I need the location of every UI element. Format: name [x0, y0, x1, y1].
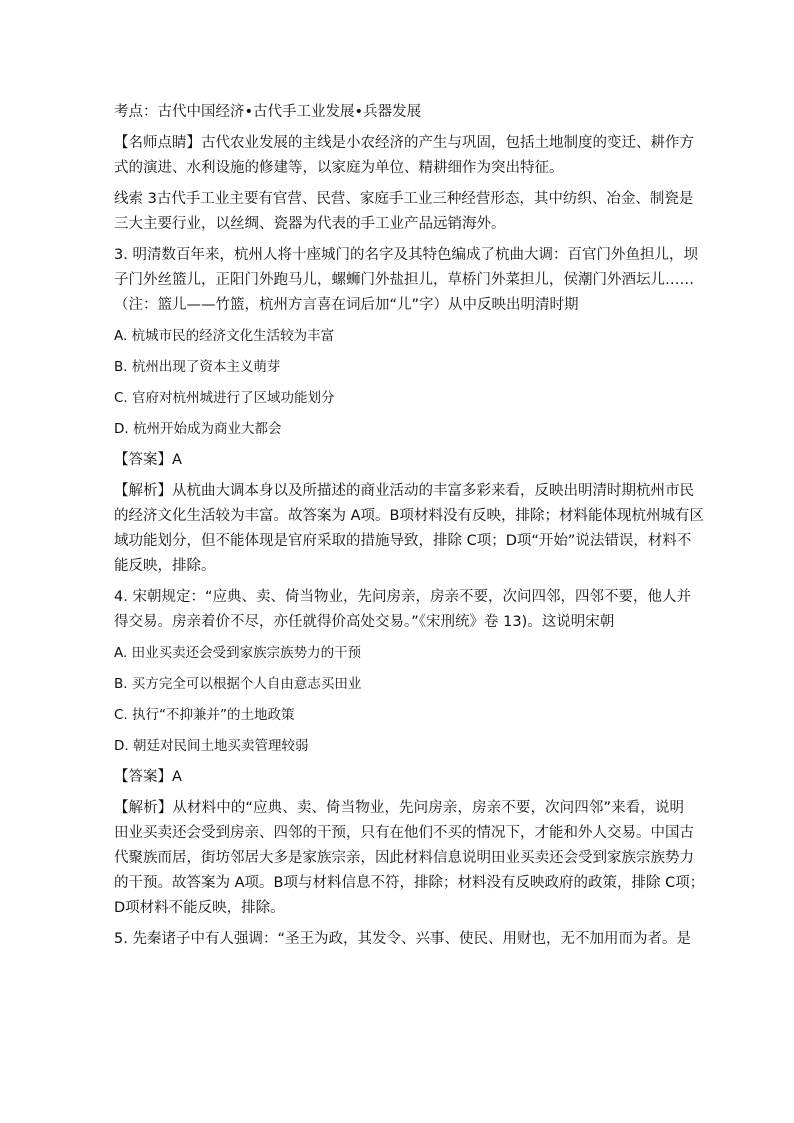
text-line: 考点：古代中国经济•古代手工业发展•兵器发展 [114, 104, 422, 120]
text-line: 3. 明清数百年来，杭州人将十座城门的名字及其特色编成了杭曲大调：百官门外鱼担儿，坝 [114, 247, 698, 263]
text-line: 4. 宋朝规定：“应典、卖、倚当物业，先问房亲，房亲不要，次问四邻，四邻不要，他人并 [114, 589, 691, 605]
text-line: 域功能划分，但不能体现是官府采取的措施导致，排除 C项；D项“开始”说法错误，材料不 [114, 533, 692, 549]
text-line: 得交易。房亲着价不尽，亦任就得价高处交易。”《宋刑统》卷 13)。这说明宋朝 [114, 614, 615, 630]
paragraph [114, 927, 691, 952]
paragraph [114, 187, 694, 237]
document-page [114, 100, 705, 952]
text-line: B. 杭州出现了资本主义萌芽 [114, 359, 281, 375]
text-line: 【答案】A [114, 769, 182, 785]
text-line: D. 杭州开始成为商业大都会 [114, 421, 282, 437]
answer-option [114, 324, 684, 349]
text-line: 线索 3古代手工业主要有官营、民营、家庭手工业三种经营形态，其中纺织、冶金、制瓷是 [114, 191, 694, 207]
text-line: 【名师点睛】古代农业发展的主线是小农经济的产生与巩固，包括土地制度的变迁、耕作方 [114, 135, 694, 151]
text-line: 【解析】从材料中的“应典、卖、倚当物业，先问房亲，房亲不要，次问四邻”来看，说明 [114, 800, 684, 816]
paragraph [114, 100, 684, 125]
answer-option [114, 672, 684, 697]
answer-option [114, 734, 684, 759]
paragraph [114, 479, 704, 579]
answer-option [114, 355, 684, 380]
paragraph [114, 131, 694, 181]
text-line: 代聚族而居，街坊邻居大多是家族宗亲，因此材料信息说明田业买卖还会受到家族宗族势力 [114, 850, 694, 866]
text-line: 式的演进、水利设施的修建等，以家庭为单位、精耕细作为突出特征。 [114, 160, 564, 176]
answer-option [114, 417, 684, 442]
text-line: 三大主要行业，以丝绸、瓷器为代表的手工业产品远销海外。 [114, 216, 506, 232]
text-line: （注：篮儿——竹篮，杭州方言喜在词后加“儿”字）从中反映出明清时期 [114, 297, 579, 313]
paragraph [114, 243, 698, 318]
answer-option [114, 641, 684, 666]
text-line: D项材料不能反映，排除。 [114, 900, 285, 916]
text-line: A. 田业买卖还会受到家族宗族势力的干预 [114, 645, 362, 661]
text-line: 子门外丝篮儿，正阳门外跑马儿，螺蛳门外盐担儿，草桥门外菜担儿，侯潮门外酒坛儿…… [114, 272, 694, 288]
answer-option [114, 386, 684, 411]
paragraph [114, 448, 684, 473]
text-line: C. 执行“不抑兼并”的土地政策 [114, 707, 295, 723]
paragraph [114, 585, 691, 635]
text-line: 的干预。故答案为 A项。B项与材料信息不符，排除；材料没有反映政府的政策，排除 C项； [114, 875, 705, 891]
text-line: 的经济文化生活较为丰富。故答案为 A项。B项材料没有反映，排除；材料能体现杭州城有区 [114, 508, 704, 524]
text-line: 5. 先秦诸子中有人强调：“圣王为政，其发令、兴事、使民、用财也，无不加用而为者。是 [114, 931, 691, 947]
text-line: C. 官府对杭州城进行了区域功能划分 [114, 390, 335, 406]
paragraph [114, 765, 684, 790]
text-line: 【答案】A [114, 452, 182, 468]
text-line: B. 买方完全可以根据个人自由意志买田业 [114, 676, 362, 692]
answer-option [114, 703, 684, 728]
paragraph [114, 796, 705, 921]
text-line: 能反映，排除。 [114, 558, 216, 574]
text-line: D. 朝廷对民间土地买卖管理较弱 [114, 738, 309, 754]
text-line: 田业买卖还会受到房亲、四邻的干预，只有在他们不买的情况下，才能和外人交易。中国古 [114, 825, 694, 841]
text-line: A. 杭城市民的经济文化生活较为丰富 [114, 328, 335, 344]
text-line: 【解析】从杭曲大调本身以及所描述的商业活动的丰富多彩来看，反映出明清时期杭州市民 [114, 483, 694, 499]
